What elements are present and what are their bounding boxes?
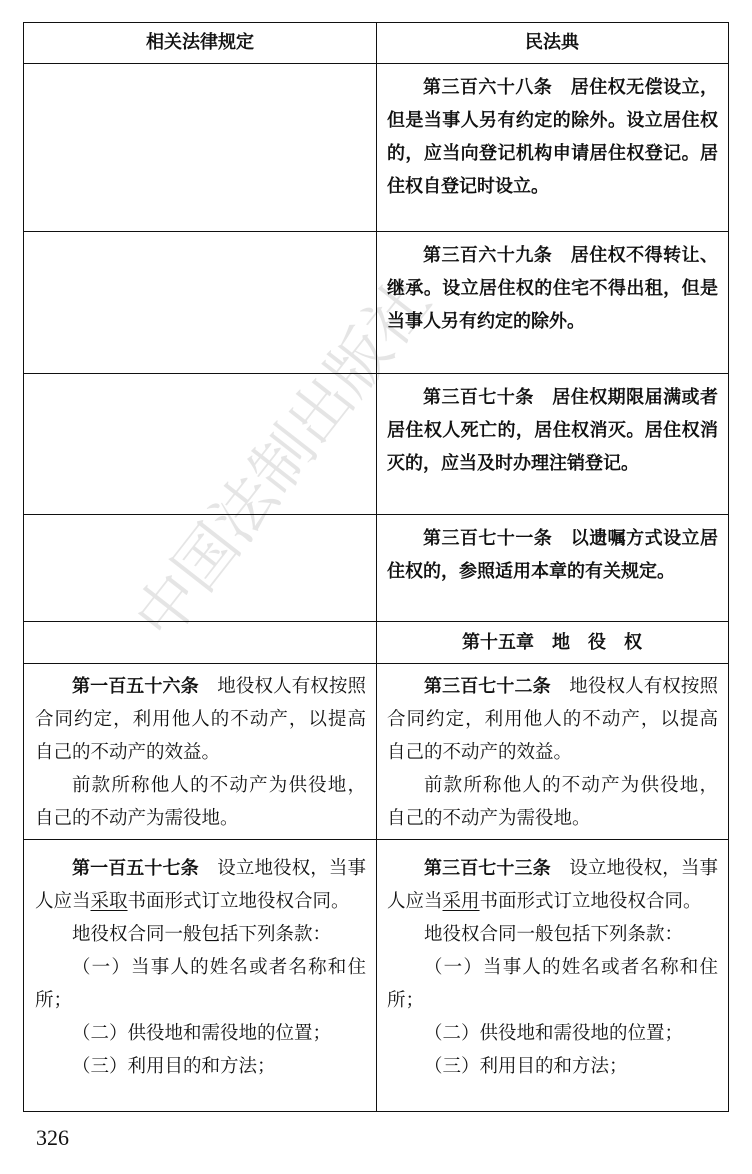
article-156-number: 第一百五十六条 bbox=[72, 676, 199, 697]
article-156-cell bbox=[24, 664, 376, 839]
article-371-text: 以遗嘱方式设立居住权的，参照适用本章的有关规定。 bbox=[387, 528, 719, 582]
article-373-item3: （三）利用目的和方法； bbox=[424, 1056, 628, 1077]
article-373-para2: 地役权合同一般包括下列条款： bbox=[424, 924, 684, 945]
article-157-cell bbox=[24, 840, 376, 1112]
article-371-number: 第三百七十一条 bbox=[423, 528, 553, 549]
article-372-para2: 前款所称他人的不动产为供役地，自己的不动产为需役地。 bbox=[387, 775, 718, 829]
article-373-text-a: 设立地役权，当事人应当 bbox=[387, 858, 718, 912]
article-370-text: 居住权期限届满或者居住权人死亡的，居住权消灭。居住权消灭的，应当及时办理注销登记。 bbox=[387, 387, 719, 474]
article-368-text: 居住权无偿设立，但是当事人另有约定的除外。设立居住权的，应当向登记机构申请居住权登记。居住权自登记时设立。 bbox=[387, 77, 719, 197]
comparison-table bbox=[23, 22, 729, 1112]
article-156-para2: 前款所称他人的不动产为供役地，自己的不动产为需役地。 bbox=[35, 775, 366, 829]
article-369-number: 第三百六十九条 bbox=[423, 245, 553, 266]
article-368-cell bbox=[376, 64, 728, 231]
page-number: 326 bbox=[36, 1125, 69, 1150]
article-371-cell bbox=[376, 515, 728, 621]
article-157-text-b: 书面形式订立地役权合同。 bbox=[127, 891, 350, 912]
article-373-cell bbox=[376, 840, 728, 1112]
chapter-15-heading: 第十五章 地 役 权 bbox=[462, 632, 642, 653]
article-157-number: 第一百五十七条 bbox=[72, 858, 199, 879]
header-civil-code: 民法典 bbox=[525, 32, 579, 53]
article-373-underlined: 采用 bbox=[442, 891, 480, 912]
article-373-item1: （一）当事人的姓名或者名称和住所； bbox=[387, 957, 718, 1011]
article-372-number: 第三百七十二条 bbox=[424, 676, 551, 697]
article-373-item2: （二）供役地和需役地的位置； bbox=[424, 1023, 684, 1044]
article-368-number: 第三百六十八条 bbox=[423, 77, 553, 98]
article-156-text: 地役权人有权按照合同约定，利用他人的不动产，以提高自己的不动产的效益。 bbox=[35, 676, 366, 763]
article-370-cell bbox=[376, 374, 728, 514]
article-157-text-a: 设立地役权，当事人应当 bbox=[35, 858, 366, 912]
article-157-item2: （二）供役地和需役地的位置； bbox=[72, 1023, 332, 1044]
article-373-number: 第三百七十三条 bbox=[424, 858, 551, 879]
publisher-watermark: 中国法制出版社 bbox=[120, 265, 445, 653]
article-372-text: 地役权人有权按照合同约定，利用他人的不动产，以提高自己的不动产的效益。 bbox=[387, 676, 718, 763]
article-369-text: 居住权不得转让、继承。设立居住权的住宅不得出租，但是当事人另有约定的除外。 bbox=[387, 245, 719, 332]
article-157-item3: （三）利用目的和方法； bbox=[72, 1056, 276, 1077]
header-related-laws: 相关法律规定 bbox=[146, 32, 254, 53]
article-373-text-b: 书面形式订立地役权合同。 bbox=[479, 891, 702, 912]
article-157-item1: （一）当事人的姓名或者名称和住所； bbox=[35, 957, 366, 1011]
article-372-cell bbox=[376, 664, 728, 839]
article-369-cell bbox=[376, 232, 728, 373]
article-157-underlined: 采取 bbox=[90, 891, 128, 912]
article-370-number: 第三百七十条 bbox=[423, 387, 534, 408]
article-157-para2: 地役权合同一般包括下列条款： bbox=[72, 924, 332, 945]
